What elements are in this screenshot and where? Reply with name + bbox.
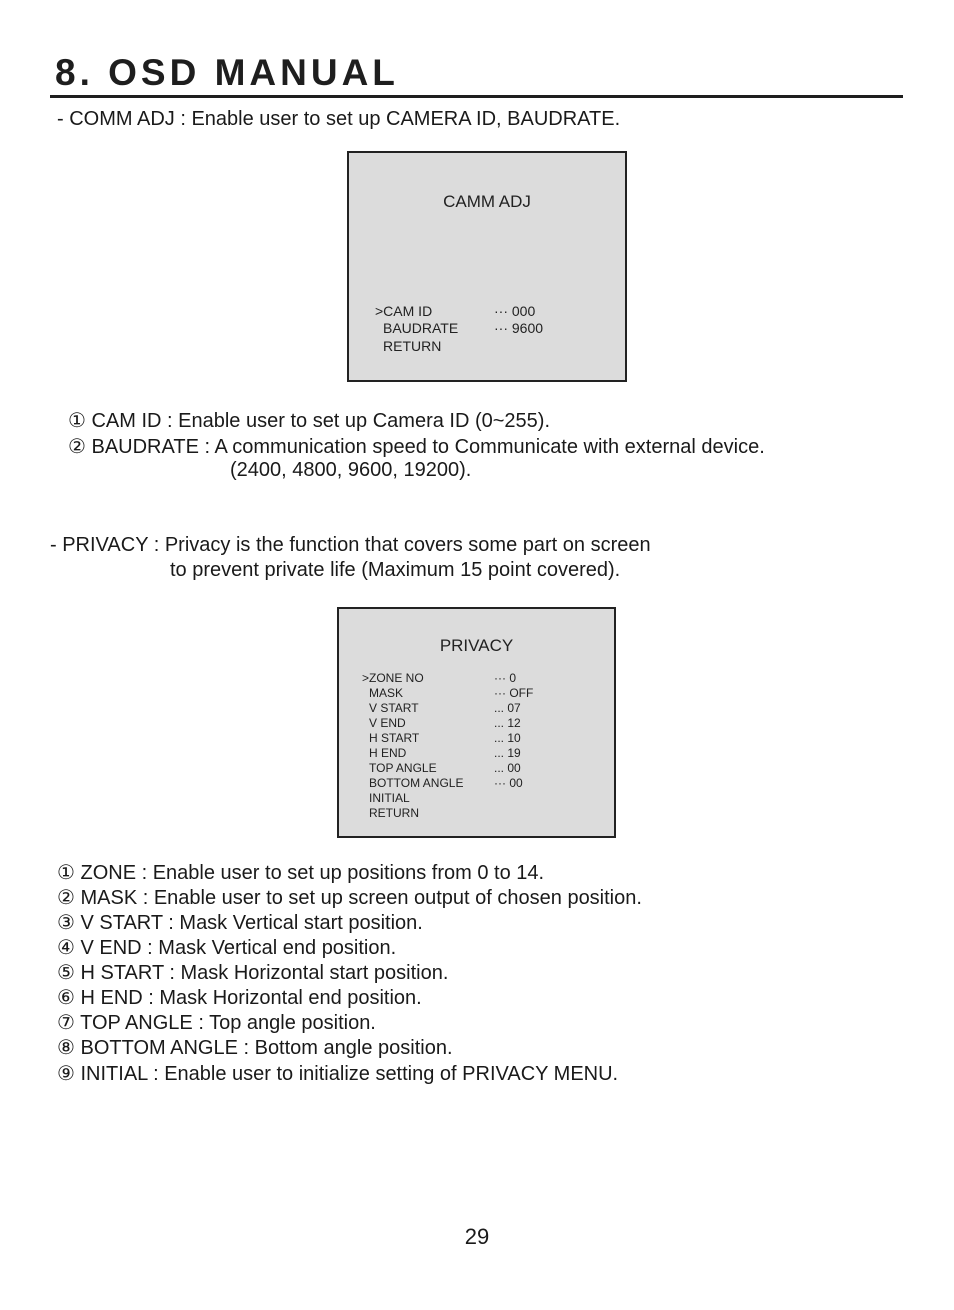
osd-item-mask-value: ··· OFF (494, 686, 534, 700)
osd-item-h-start-label: H START (369, 731, 420, 745)
note-baudrate-values: (2400, 4800, 9600, 19200). (230, 459, 472, 481)
osd-item-zone-no-label: >ZONE NO (362, 671, 424, 685)
note-v-start: ③ V START : Mask Vertical start position. (57, 912, 423, 934)
osd-item-bottom-angle-label: BOTTOM ANGLE (369, 776, 464, 790)
osd-item-return-label: RETURN (383, 338, 442, 354)
note-baudrate: ② BAUDRATE : A communication speed to Communicate with external device. (68, 436, 765, 458)
osd-item-baudrate-value: ··· 9600 (494, 320, 544, 336)
osd-item-top-angle-value: ... 00 (494, 761, 521, 775)
osd-item-h-start-value: ... 10 (494, 731, 521, 745)
osd-item-v-start-label: V START (369, 701, 419, 715)
osd-item-cam-id-label: >CAM ID (375, 303, 433, 319)
privacy-intro-line2: to prevent private life (Maximum 15 point covered). (170, 559, 621, 581)
comm-adj-intro: - COMM ADJ : Enable user to set up CAMERA ID, BAUDRATE. (57, 108, 621, 130)
note-mask: ② MASK : Enable user to set up screen output of chosen position. (57, 887, 642, 909)
osd-item-h-end-value: ... 19 (494, 746, 521, 760)
osd-item-initial-label: INITIAL (369, 791, 410, 805)
camm-adj-osd-screen (347, 151, 627, 382)
title-underline (50, 95, 903, 98)
osd-item-zone-no-value: ··· 0 (494, 671, 516, 685)
note-initial: ⑨ INITIAL : Enable user to initialize setting of PRIVACY MENU. (57, 1063, 619, 1085)
note-top-angle: ⑦ TOP ANGLE : Top angle position. (57, 1012, 376, 1034)
osd-item-return-label: RETURN (369, 806, 419, 820)
osd-item-bottom-angle-value: ··· 00 (494, 776, 523, 790)
privacy-intro-line1: - PRIVACY : Privacy is the function that covers some part on screen (50, 534, 651, 556)
osd-item-top-angle-label: TOP ANGLE (369, 761, 437, 775)
osd-item-mask-label: MASK (369, 686, 404, 700)
osd-item-v-end-value: ... 12 (494, 716, 521, 730)
note-h-end: ⑥ H END : Mask Horizontal end position. (57, 987, 422, 1009)
note-v-end: ④ V END : Mask Vertical end position. (57, 937, 397, 959)
camm-adj-osd-title: CAMM ADJ (443, 192, 531, 211)
page-title: 8. OSD MANUAL (55, 52, 399, 93)
privacy-osd-title: PRIVACY (439, 636, 514, 655)
note-zone: ① ZONE : Enable user to set up positions from 0 to 14. (57, 862, 545, 884)
page-number: 29 (464, 1224, 490, 1249)
note-cam-id: ① CAM ID : Enable user to set up Camera ID (0~255). (68, 410, 551, 432)
note-bottom-angle: ⑧ BOTTOM ANGLE : Bottom angle position. (57, 1037, 453, 1059)
privacy-osd-screen (337, 607, 616, 838)
osd-item-h-end-label: H END (369, 746, 407, 760)
osd-item-baudrate-label: BAUDRATE (383, 320, 459, 336)
osd-item-cam-id-value: ··· 000 (494, 303, 536, 319)
osd-item-v-end-label: V END (369, 716, 406, 730)
osd-item-v-start-value: ... 07 (494, 701, 521, 715)
note-h-start: ⑤ H START : Mask Horizontal start position. (57, 962, 449, 984)
